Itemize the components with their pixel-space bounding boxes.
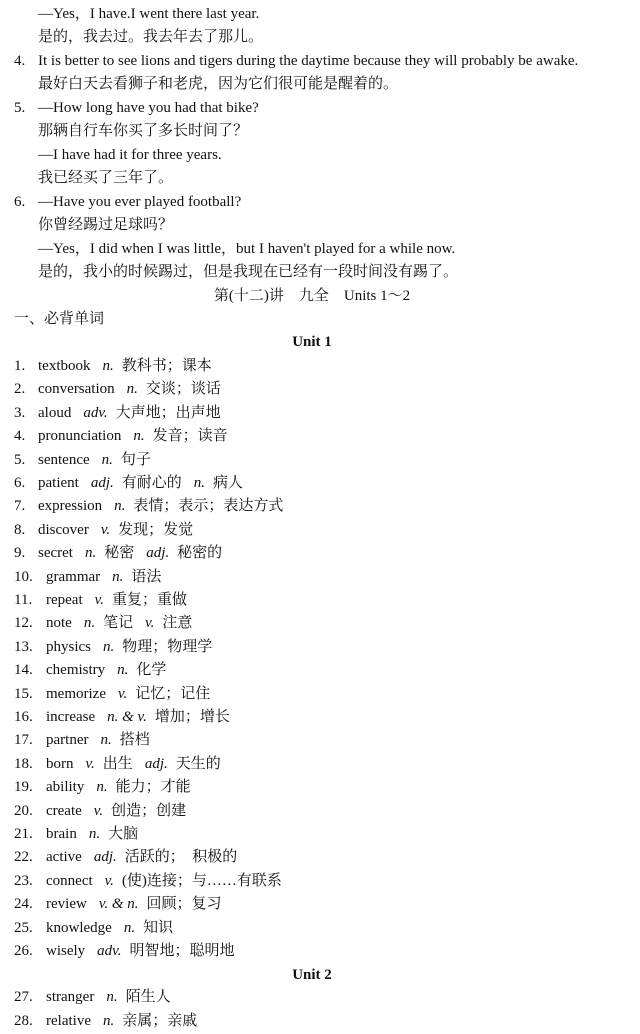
vocab-entry [14, 496, 283, 516]
part-of-speech: n. [100, 732, 112, 748]
definition: 发现；发觉 [118, 522, 194, 538]
vocab-entry [14, 543, 222, 563]
vocab-entry [14, 824, 138, 844]
part-of-speech: n. [96, 779, 108, 795]
definition: 重复；重做 [111, 592, 187, 608]
part-of-speech: v. [104, 873, 114, 889]
definition: 秘密 [104, 545, 135, 561]
definition: 增加；增长 [154, 709, 230, 725]
vocab-entry [14, 918, 173, 938]
lecture-title: 第(十二)讲 九全 Units 1～2 [213, 288, 411, 304]
vocab-entry [14, 426, 228, 446]
part-of-speech: adj. [90, 475, 114, 491]
vocab-word: knowledge [46, 920, 112, 936]
definition: 大声地；出声地 [115, 405, 221, 421]
vocab-number: 19. [14, 779, 33, 795]
vocab-number: 11. [14, 592, 33, 608]
vocab-entry [14, 707, 230, 727]
definition: 秘密的 [177, 545, 223, 561]
vocab-number: 20. [14, 803, 33, 819]
part-of-speech: n. [117, 662, 129, 678]
vocab-number: 2. [14, 381, 26, 397]
vocab-word: grammar [46, 569, 101, 585]
definition: 病人 [213, 475, 244, 491]
definition: 有耐心的 [121, 475, 182, 491]
part-of-speech: adj. [144, 756, 168, 772]
vocab-number: 5. [14, 452, 26, 468]
definition: 明智地；聪明地 [129, 943, 235, 959]
vocab-entry [14, 450, 151, 470]
part-of-speech: n. [83, 615, 96, 631]
part-of-speech: n. [126, 381, 138, 397]
vocab-word: relative [46, 1013, 91, 1029]
vocab-entry [14, 847, 237, 867]
part-of-speech: n. [123, 920, 136, 936]
translation-line: 那辆自行车你买了多长时间了？ [38, 123, 249, 139]
definition: 陌生人 [125, 989, 171, 1005]
definition: 句子 [120, 452, 151, 468]
definition: 能力；才能 [115, 779, 191, 795]
definition: 物理；物理学 [122, 639, 213, 655]
vocab-number: 10. [14, 569, 33, 585]
part-of-speech: n. [133, 428, 145, 444]
definition: (使)连接；与……有联系 [121, 873, 282, 889]
vocab-number: 14. [14, 662, 33, 678]
part-of-speech: adj. [93, 849, 117, 865]
vocab-entry [14, 637, 212, 657]
part-of-speech: n. [106, 989, 118, 1005]
part-of-speech: n. & v. [107, 709, 147, 725]
translation-line: 你曾经踢过足球吗？ [38, 217, 174, 233]
vocab-number: 13. [14, 639, 33, 655]
vocab-entry [14, 473, 243, 493]
vocab-number: 26. [14, 943, 33, 959]
part-of-speech: n. [112, 569, 124, 585]
vocab-number: 6. [14, 475, 26, 491]
vocab-number: 24. [14, 896, 33, 912]
vocab-word: aloud [38, 405, 72, 421]
vocab-word: partner [46, 732, 89, 748]
definition: 交谈；谈话 [145, 381, 221, 397]
answer-line: —Yes，I did when I was little，but I haven't played for a while now. [38, 241, 456, 257]
vocab-number: 28. [14, 1013, 33, 1029]
part-of-speech: n. [101, 452, 113, 468]
definition: 语法 [131, 569, 162, 585]
vocab-number: 7. [14, 498, 26, 514]
answer-line: —Yes，I have.I went there last year. [38, 6, 260, 22]
vocab-entry [14, 987, 171, 1007]
vocab-word: active [46, 849, 82, 865]
definition: 搭档 [119, 732, 150, 748]
vocab-entry [14, 660, 166, 680]
vocab-number: 12. [14, 615, 33, 631]
vocab-word: wisely [46, 943, 86, 959]
vocab-word: ability [46, 779, 85, 795]
translation-line: 是的，我小的时候踢过，但是我现在已经有一段时间没有踢了。 [38, 264, 459, 280]
part-of-speech: n. [193, 475, 206, 491]
definition: 大脑 [108, 826, 139, 842]
vocab-word: connect [46, 873, 93, 889]
definition: 化学 [136, 662, 167, 678]
definition: 笔记 [103, 615, 134, 631]
translation-line: 是的，我去过。我去年去了那儿。 [38, 29, 264, 45]
vocab-word: born [46, 756, 74, 772]
vocab-number: 4. [14, 428, 26, 444]
vocab-number: 21. [14, 826, 33, 842]
vocab-number: 23. [14, 873, 33, 889]
vocab-word: discover [38, 522, 89, 538]
vocab-word: brain [46, 826, 77, 842]
definition: 记忆；记住 [135, 686, 211, 702]
vocab-number: 27. [14, 989, 33, 1005]
unit2-heading: Unit 2 [292, 967, 332, 983]
definition: 活跃的； 积极的 [124, 849, 238, 865]
definition: 创造；创建 [111, 803, 187, 819]
definition: 注意 [162, 615, 193, 631]
vocab-word: memorize [46, 686, 106, 702]
vocab-number: 25. [14, 920, 33, 936]
item-number: 5. [14, 100, 26, 116]
definition: 亲属；亲戚 [122, 1013, 198, 1029]
vocab-number: 16. [14, 709, 33, 725]
question-line: —Have you ever played football? [38, 194, 242, 210]
vocab-entry [14, 356, 212, 376]
vocab-number: 3. [14, 405, 26, 421]
vocab-number: 8. [14, 522, 26, 538]
part-of-speech: n. [102, 1013, 115, 1029]
vocab-entry [14, 403, 221, 423]
part-of-speech: v. [100, 522, 111, 538]
section-heading: 一、必背单词 [14, 311, 105, 327]
vocab-word: repeat [46, 592, 83, 608]
part-of-speech: v. [94, 592, 104, 608]
vocab-word: chemistry [46, 662, 106, 678]
part-of-speech: v. [85, 756, 95, 772]
vocab-entry [14, 894, 222, 914]
vocab-entry [14, 567, 161, 587]
definition: 回顾；复习 [146, 896, 222, 912]
vocab-entry [14, 684, 210, 704]
vocab-word: sentence [38, 452, 90, 468]
vocab-word: physics [46, 639, 91, 655]
part-of-speech: n. [114, 498, 126, 514]
part-of-speech: n. [88, 826, 101, 842]
part-of-speech: v. [145, 615, 155, 631]
answer-line: —I have had it for three years. [38, 147, 222, 163]
question-line: —How long have you had that bike? [38, 100, 259, 116]
part-of-speech: adj. [146, 545, 170, 561]
vocab-word: increase [46, 709, 96, 725]
vocab-entry [14, 613, 192, 633]
vocab-word: conversation [38, 381, 115, 397]
vocab-word: create [46, 803, 82, 819]
part-of-speech: adv. [83, 405, 108, 421]
item-number: 6. [14, 194, 26, 210]
vocab-word: textbook [38, 358, 91, 374]
definition: 出生 [102, 756, 133, 772]
vocab-entry [14, 871, 282, 891]
vocab-word: secret [38, 545, 73, 561]
vocab-word: review [46, 896, 87, 912]
definition: 教科书；课本 [121, 358, 212, 374]
translation-line: 我已经买了三年了。 [38, 170, 174, 186]
vocab-entry [14, 520, 193, 540]
sentence-line: It is better to see lions and tigers during the daytime because they will probably be awake. [38, 53, 579, 69]
vocab-word: note [46, 615, 72, 631]
part-of-speech: v. [93, 803, 104, 819]
part-of-speech: adv. [97, 943, 122, 959]
vocab-number: 18. [14, 756, 33, 772]
part-of-speech: n. [84, 545, 97, 561]
vocab-entry [14, 730, 150, 750]
translation-line: 最好白天去看狮子和老虎，因为它们很可能是醒着的。 [38, 76, 399, 92]
vocab-entry [14, 777, 191, 797]
part-of-speech: n. [102, 358, 114, 374]
vocab-number: 17. [14, 732, 33, 748]
vocab-entry [14, 1011, 197, 1031]
definition: 发音；读音 [152, 428, 228, 444]
vocab-entry [14, 754, 221, 774]
item-number: 4. [14, 53, 26, 69]
part-of-speech: v. [117, 686, 128, 702]
definition: 知识 [143, 920, 174, 936]
vocab-number: 22. [14, 849, 33, 865]
vocab-word: stranger [46, 989, 95, 1005]
vocab-number: 1. [14, 358, 26, 374]
vocab-number: 15. [14, 686, 33, 702]
vocab-word: pronunciation [38, 428, 122, 444]
part-of-speech: v. & n. [98, 896, 139, 912]
vocab-word: patient [38, 475, 79, 491]
vocab-entry [14, 590, 187, 610]
vocab-entry [14, 941, 234, 961]
part-of-speech: n. [103, 639, 115, 655]
vocab-entry [14, 801, 186, 821]
unit1-heading: Unit 1 [292, 334, 332, 350]
definition: 表情；表示；表达方式 [133, 498, 284, 514]
definition: 天生的 [175, 756, 221, 772]
vocab-entry [14, 379, 221, 399]
vocab-number: 9. [14, 545, 26, 561]
vocab-word: expression [38, 498, 103, 514]
